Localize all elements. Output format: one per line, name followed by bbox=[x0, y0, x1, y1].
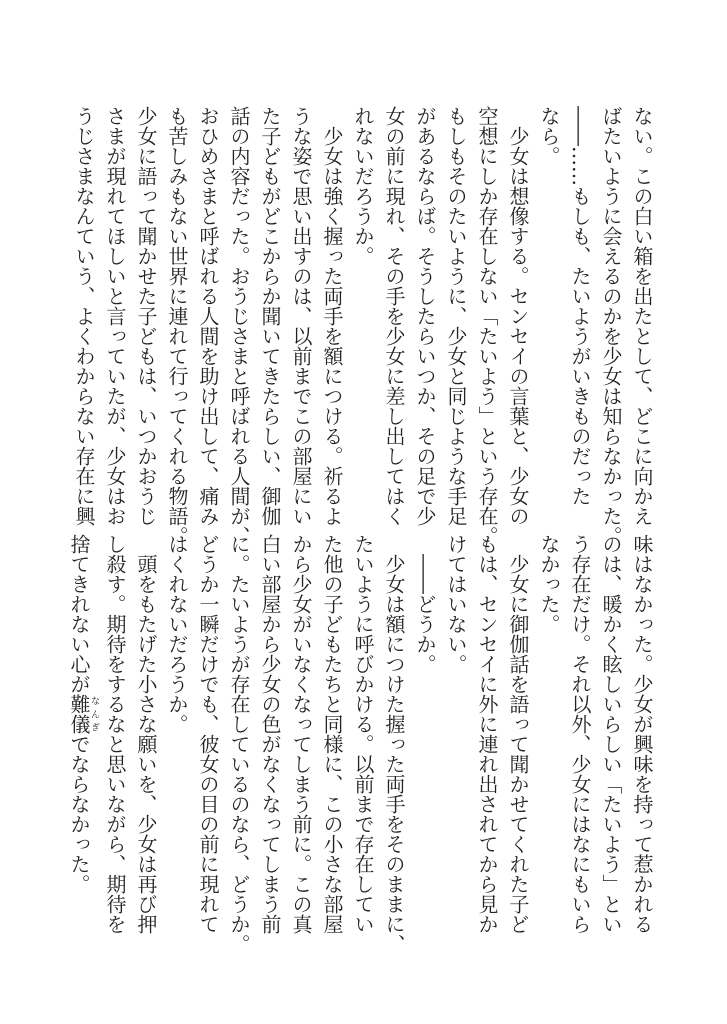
text-line: から少女がいなくなってしまう前に。この真 bbox=[289, 534, 313, 934]
text-line: 少女は想像する。センセイの言葉と、少女の bbox=[506, 106, 530, 526]
text-line: うな姿で思い出すのは、以前までこの部屋にい bbox=[289, 106, 313, 526]
ruby-annotation bbox=[67, 694, 99, 734]
ruby-base: 難儀 bbox=[67, 694, 91, 734]
text-line: れないだろうか。 bbox=[351, 106, 375, 266]
text-line bbox=[63, 534, 99, 944]
text-line: 少女に語って聞かせた子どもは、いつかおうじ bbox=[134, 106, 158, 526]
text-line: おひめさまと呼ばれる人間を助け出して、痛み bbox=[196, 106, 220, 526]
top-text-block bbox=[65, 106, 657, 546]
text-line: う存在だけ。それ以外、少女にはなにもいら bbox=[568, 534, 592, 934]
text-line: たいように呼びかける。以前まで存在してい bbox=[351, 534, 375, 934]
text-line: ――……もしも、たいようがいきものだった bbox=[568, 106, 592, 506]
text-line: うじさまなんていう、よくわからない存在に興 bbox=[72, 106, 96, 526]
text-line: 白い部屋から少女の色がなくなってしまう前 bbox=[258, 534, 282, 934]
text-line: もは、センセイに外に連れ出されてから見か bbox=[475, 534, 499, 934]
text-line: なかった。 bbox=[537, 534, 561, 634]
text-line: た他の子どもたちと同様に、この小さな部屋 bbox=[320, 534, 344, 934]
text-line: 話の内容だった。おうじさまと呼ばれる人間が、 bbox=[227, 106, 251, 546]
text-segment: 捨てきれない心が bbox=[67, 534, 91, 694]
text-line: なら。 bbox=[537, 106, 561, 166]
text-line: のは、暖かく眩しいらしい「たいよう」とい bbox=[599, 534, 623, 934]
text-line: もしもそのたいように、少女と同じような手足 bbox=[444, 106, 468, 526]
text-line: ない。この白い箱を出たとして、どこに向かえ bbox=[630, 106, 654, 526]
text-line: さまが現れてほしいと言っていたが、少女はお bbox=[103, 106, 127, 526]
text-line: し殺す。期待をするなと思いながら、期待を bbox=[103, 534, 127, 934]
ruby-reading: なんぎ bbox=[89, 694, 99, 734]
text-line: も苦しみもない世界に連れて行ってくれる物語。 bbox=[165, 106, 189, 546]
text-line: 少女は額につけた握った両手をそのままに、 bbox=[382, 534, 406, 954]
text-line: 空想にしか存在しない「たいよう」という存在。 bbox=[475, 106, 499, 546]
bottom-text-block bbox=[65, 534, 657, 954]
text-segment: でならなかった。 bbox=[67, 734, 91, 894]
text-line: があるならば。そうしたらいつか、その足で少 bbox=[413, 106, 437, 526]
text-line: た子どもがどこからか聞いてきたらしい、御伽 bbox=[258, 106, 282, 526]
text-line: どうか一瞬だけでも、彼女の目の前に現れて bbox=[196, 534, 220, 934]
text-line: 少女は強く握った両手を額につける。祈るよ bbox=[320, 106, 344, 526]
text-line: ばたいように会えるのかを少女は知らなかった。 bbox=[599, 106, 623, 546]
text-line: に。たいようが存在しているのなら、どうか。 bbox=[227, 534, 251, 954]
text-line: ――どうか。 bbox=[413, 534, 437, 674]
text-line: 少女に御伽話を語って聞かせてくれた子ど bbox=[506, 534, 530, 934]
text-line: 頭をもたげた小さな願いを、少女は再び押 bbox=[134, 534, 158, 934]
text-line: はくれないだろうか。 bbox=[165, 534, 189, 734]
text-line: 味はなかった。少女が興味を持って惹かれる bbox=[630, 534, 654, 934]
text-line: 女の前に現れ、その手を少女に差し出してはく bbox=[382, 106, 406, 526]
text-line: けてはいない。 bbox=[444, 534, 468, 674]
